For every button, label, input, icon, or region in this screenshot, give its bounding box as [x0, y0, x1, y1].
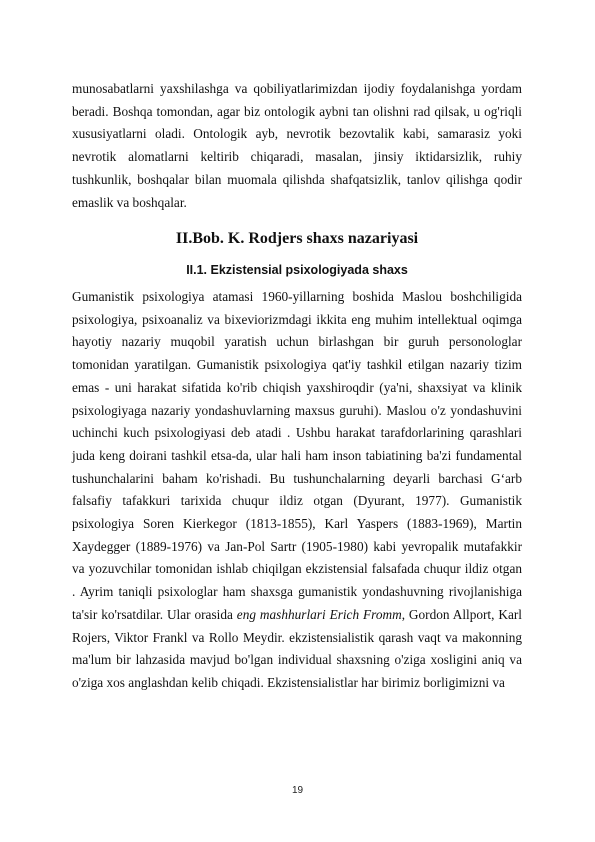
paragraph-text-b: , Gordon Allport, Karl Rojers, Viktor Frankl va Rollo Meydir. ekzistensialistik qarash vaqt va makonning ma'lum bir lahzasida mavjud bo'lgan individual shaxsning o'ziga xosligini aniq va o'ziga xos anglashdan kelib chiqadi. Ekzistensialistlar har birimiz borligimizni va [72, 606, 522, 690]
paragraph-main [72, 286, 522, 695]
page-number: 19 [291, 785, 304, 796]
paragraph-italic-text: eng mashhurlari Erich Fromm [236, 606, 402, 622]
section-heading: II.1. Ekzistensial psixologiyada shaxs [186, 263, 408, 277]
chapter-heading: II.Bob. K. Rodjers shaxs nazariyasi [175, 230, 419, 247]
paragraph-continuation: munosabatlarni yaxshilashga va qobiliyatlarimizdan ijodiy foydalanishga yordam beradi. Boshqa tomondan, agar biz ontologik aybni tan olishni rad qilsak, u og'riqli xususiyatlarni oladi. Ontologik ayb, nevrotik bezovtalik kabi, samarasiz yoki nevrotik alomatlarni keltirib chiqaradi, masalan, jinsiy iktidarsizlik, ruhiy tushkunlik, boshqalar bilan muomala qilishda shafqatsizlik, tanlov qilishga qodir emaslik va boshqalar. [72, 81, 522, 210]
paragraph-text-a: Gumanistik psixologiya atamasi 1960-yillarning boshida Maslou boshchiligida psixologiya, psixoanaliz va bixeviorizmdagi ikkita eng muhim intellektual oqimga hayotiy nazariy muqobil yaratish uchun birlashgan bir guruh personologlar tomonidan yaratilgan. Gumanistik psixologiya qat'iy tashkil etilgan nazariy tizim emas - uni harakat sifatida ko'rib chiqish yaxshiroqdir (ya'ni, shaxsiyat va klinik psixologiyaga nazariy yondashuvlarning maxsus guruhi). Maslou o'z yondashuvini uchinchi kuch psixologiyasi deb atadi . Ushbu harakat tarafdorlarining qarashlari juda keng doirani tashkil etsa-da, ular hali ham inson tabiatining ba'zi fundamental tushunchalarini baham ko'rishadi. Bu tushunchalarning deyarli barchasi G‘arb falsafiy tafakkuri tarixida chuqur ildiz otgan (Dyurant, 1977). Gumanistik psixologiya Soren Kierkegor (1813-1855), Karl Yaspers (1883-1969), Martin Xaydegger (1889-1976) va Jan-Pol Sartr (1905-1980) kabi yevropalik mutafakkir va yozuvchilar tomonidan ishlab chiqilgan ekzistensial falsafada chuqur ildiz otgan . Ayrim taniqli psixologlar ham shaxsga gumanistik yondashuvning rivojlanishiga ta'sir ko'rsatdilar. Ular orasida [72, 289, 522, 622]
